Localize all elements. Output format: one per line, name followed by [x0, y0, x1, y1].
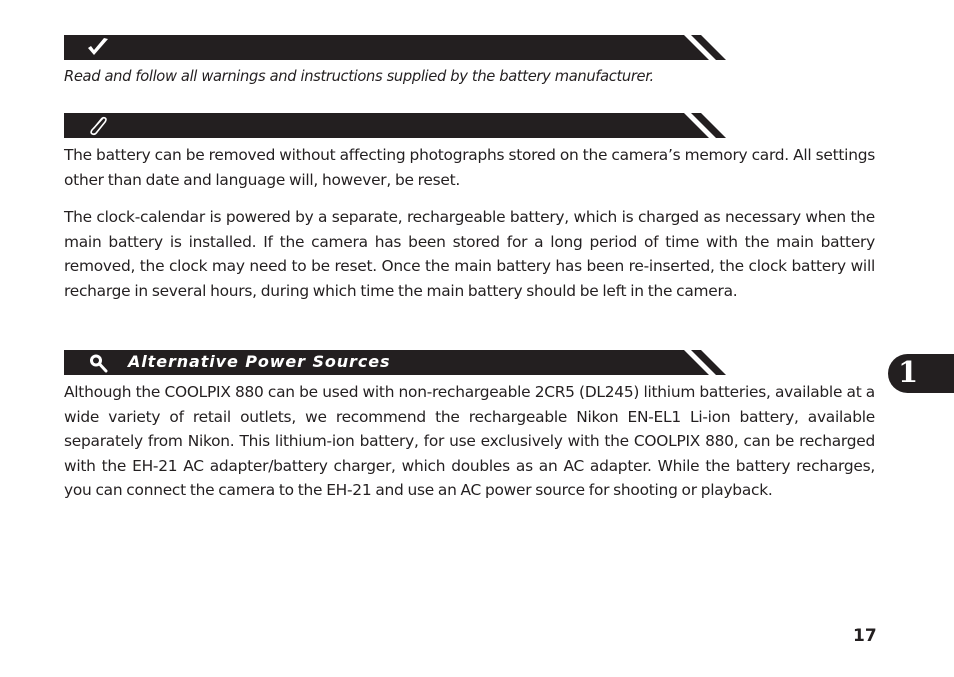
header-bar-graphic [64, 35, 726, 60]
header-bar-graphic [64, 113, 726, 138]
chapter-number: 1 [898, 355, 919, 389]
tip-title: Alternative Power Sources [128, 352, 391, 371]
paperclip-icon [86, 115, 110, 136]
check-icon [86, 37, 110, 58]
caution-header-bar [64, 35, 726, 60]
chapter-tab [888, 354, 954, 393]
tip-header-bar [64, 350, 726, 375]
note-paragraph-2: The clock-calendar is powered by a separate, rechargeable battery, which is charged as necessary when the main battery is installed. If the camera has been stored for a long period of time with the main battery removed, the clock may need to be reset. Once the main battery has been re-inserted, the clock battery will recharge in several hours, during which time the main battery should be left in the camera. [64, 208, 875, 300]
page-number: 17 [853, 626, 877, 646]
magnifier-icon [86, 352, 110, 373]
tip-paragraph: Although the COOLPIX 880 can be used with non-rechargeable 2CR5 (DL245) lithium batteries, available at a wide variety of retail outlets, we recommend the rechargeable Nikon EN-EL1 Li-ion battery, available separately from Nikon. This lithium-ion battery, for use exclusively with the COOLPIX 880, can be recharged with the EH-21 AC adapter/battery charger, which doubles as an AC adapter. While the battery recharges, you can connect the camera to the EH-21 and use an AC power source for shooting or playback. [64, 383, 875, 499]
caution-text: Read and follow all warnings and instructions supplied by the battery manufacturer. [64, 68, 654, 85]
note-header-bar [64, 113, 726, 138]
note-paragraph-1: The battery can be removed without affecting photographs stored on the camera’s memory card. All settings other than date and language will, however, be reset. [64, 146, 875, 189]
